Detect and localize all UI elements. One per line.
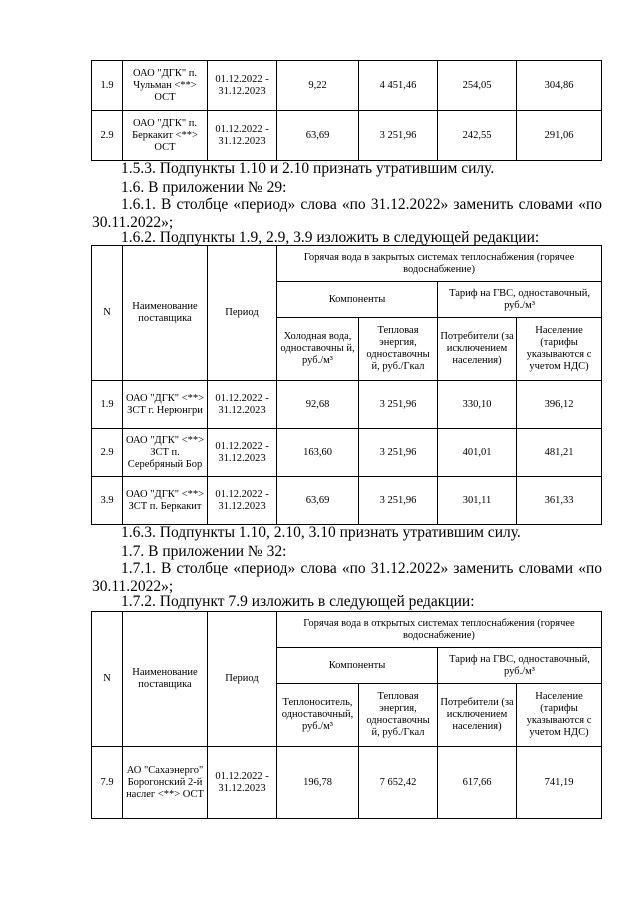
value-cell: 741,19	[517, 747, 602, 819]
col-header-population: Население (тарифы указываются с учетом НДС)	[517, 318, 602, 381]
supplier-name: ОАО "ДГК" п. Чульман <**> ОСТ	[123, 61, 208, 111]
col-header-heat-energy: Тепловая энергия, одноставочны й, руб./Гкал	[359, 684, 438, 747]
col-header-n: N	[92, 612, 123, 747]
table-row	[92, 61, 602, 111]
paragraph-1-6-2: 1.6.2. Подпункты 1.9, 2.9, 3.9 изложить в следующей редакции:	[121, 229, 540, 246]
paragraph-1-6: 1.6. В приложении № 29:	[121, 179, 287, 196]
value-cell: 396,12	[517, 381, 602, 429]
col-header-consumers: Потребители (за исключением населения)	[438, 684, 517, 747]
value-cell: 9,22	[277, 61, 359, 111]
col-header-period: Период	[208, 246, 277, 381]
paragraph-1-7-1: 1.7.1. В столбце «период» слова «по 31.12.2022» заменить словами «по 30.11.2022»;	[92, 560, 602, 595]
period: 01.12.2022 - 31.12.2023	[208, 429, 277, 477]
table-row	[92, 111, 602, 161]
value-cell: 242,55	[438, 111, 517, 161]
supplier-name: ОАО "ДГК" <**> ЗСТ г. Нерюнгри	[123, 381, 208, 429]
table-row	[92, 381, 602, 429]
period: 01.12.2022 - 31.12.2023	[208, 381, 277, 429]
value-cell: 254,05	[438, 61, 517, 111]
header-row	[92, 246, 602, 282]
row-number: 2.9	[92, 111, 123, 161]
value-cell: 361,33	[517, 477, 602, 525]
period: 01.12.2022 - 31.12.2023	[208, 61, 277, 111]
value-cell: 3 251,96	[359, 429, 438, 477]
table-row	[92, 429, 602, 477]
col-header-period: Период	[208, 612, 277, 747]
supplier-name: ОАО "ДГК" <**> ЗСТ п. Беркакит	[123, 477, 208, 525]
tariff-table-3	[91, 611, 602, 819]
value-cell: 401,01	[438, 429, 517, 477]
value-cell: 304,86	[517, 61, 602, 111]
col-header-population: Население (тарифы указываются с учетом НДС)	[517, 684, 602, 747]
paragraph-1-6-3: 1.6.3. Подпункты 1.10, 2.10, 3.10 признать утратившим силу.	[121, 524, 521, 541]
col-header-cold-water: Холодная вода, одноставочны й, руб./м³	[277, 318, 359, 381]
value-cell: 3 251,96	[359, 111, 438, 161]
value-cell: 617,66	[438, 747, 517, 819]
col-header-n: N	[92, 246, 123, 381]
value-cell: 63,69	[277, 111, 359, 161]
col-header-components: Компоненты	[277, 282, 438, 318]
paragraph-1-6-1: 1.6.1. В столбце «период» слова «по 31.12.2022» заменить словами «по 30.11.2022»;	[92, 196, 602, 231]
value-cell: 330,10	[438, 381, 517, 429]
period: 01.12.2022 - 31.12.2023	[208, 477, 277, 525]
supplier-name: ОАО "ДГК" п. Беркакит <**> ОСТ	[123, 111, 208, 161]
row-number: 2.9	[92, 429, 123, 477]
col-header-supplier: Наименование поставщика	[123, 246, 208, 381]
value-cell: 196,78	[277, 747, 359, 819]
col-header-consumers: Потребители (за исключением населения)	[438, 318, 517, 381]
col-header-heat-energy: Тепловая энергия, одноставочны й, руб./Гкал	[359, 318, 438, 381]
paragraph-1-7-2: 1.7.2. Подпункт 7.9 изложить в следующей редакции:	[121, 593, 475, 610]
header-row	[92, 612, 602, 648]
supplier-name: АО "Сахаэнерго" Борогонский 2-й наслег <**> ОСТ	[123, 747, 208, 819]
period: 01.12.2022 - 31.12.2023	[208, 111, 277, 161]
paragraph-1-5-3: 1.5.3. Подпункты 1.10 и 2.10 признать утратившим силу.	[121, 160, 495, 177]
supplier-name: ОАО "ДГК" <**> ЗСТ п. Серебряный Бор	[123, 429, 208, 477]
value-cell: 163,60	[277, 429, 359, 477]
col-header-tariff: Тариф на ГВС, одноставочный, руб./м³	[438, 648, 602, 684]
col-header-components: Компоненты	[277, 648, 438, 684]
value-cell: 4 451,46	[359, 61, 438, 111]
col-header-group: Горячая вода в закрытых системах теплоснабжения (горячее водоснабжение)	[277, 246, 602, 282]
value-cell: 3 251,96	[359, 381, 438, 429]
value-cell: 3 251,96	[359, 477, 438, 525]
col-header-tariff: Тариф на ГВС, одноставочный, руб./м³	[438, 282, 602, 318]
value-cell: 7 652,42	[359, 747, 438, 819]
value-cell: 63,69	[277, 477, 359, 525]
value-cell: 301,11	[438, 477, 517, 525]
row-number: 3.9	[92, 477, 123, 525]
col-header-group: Горячая вода в открытых системах теплоснабжения (горячее водоснабжение)	[277, 612, 602, 648]
col-header-supplier: Наименование поставщика	[123, 612, 208, 747]
row-number: 1.9	[92, 381, 123, 429]
row-number: 7.9	[92, 747, 123, 819]
tariff-table-1	[91, 60, 602, 161]
col-header-heat-carrier: Теплоноситель, одноставочный, руб./м³	[277, 684, 359, 747]
table-row	[92, 477, 602, 525]
value-cell: 481,21	[517, 429, 602, 477]
value-cell: 92,68	[277, 381, 359, 429]
tariff-table-2	[91, 245, 602, 525]
period: 01.12.2022 - 31.12.2023	[208, 747, 277, 819]
paragraph-1-7: 1.7. В приложении № 32:	[121, 543, 287, 560]
value-cell: 291,06	[517, 111, 602, 161]
row-number: 1.9	[92, 61, 123, 111]
table-row	[92, 747, 602, 819]
